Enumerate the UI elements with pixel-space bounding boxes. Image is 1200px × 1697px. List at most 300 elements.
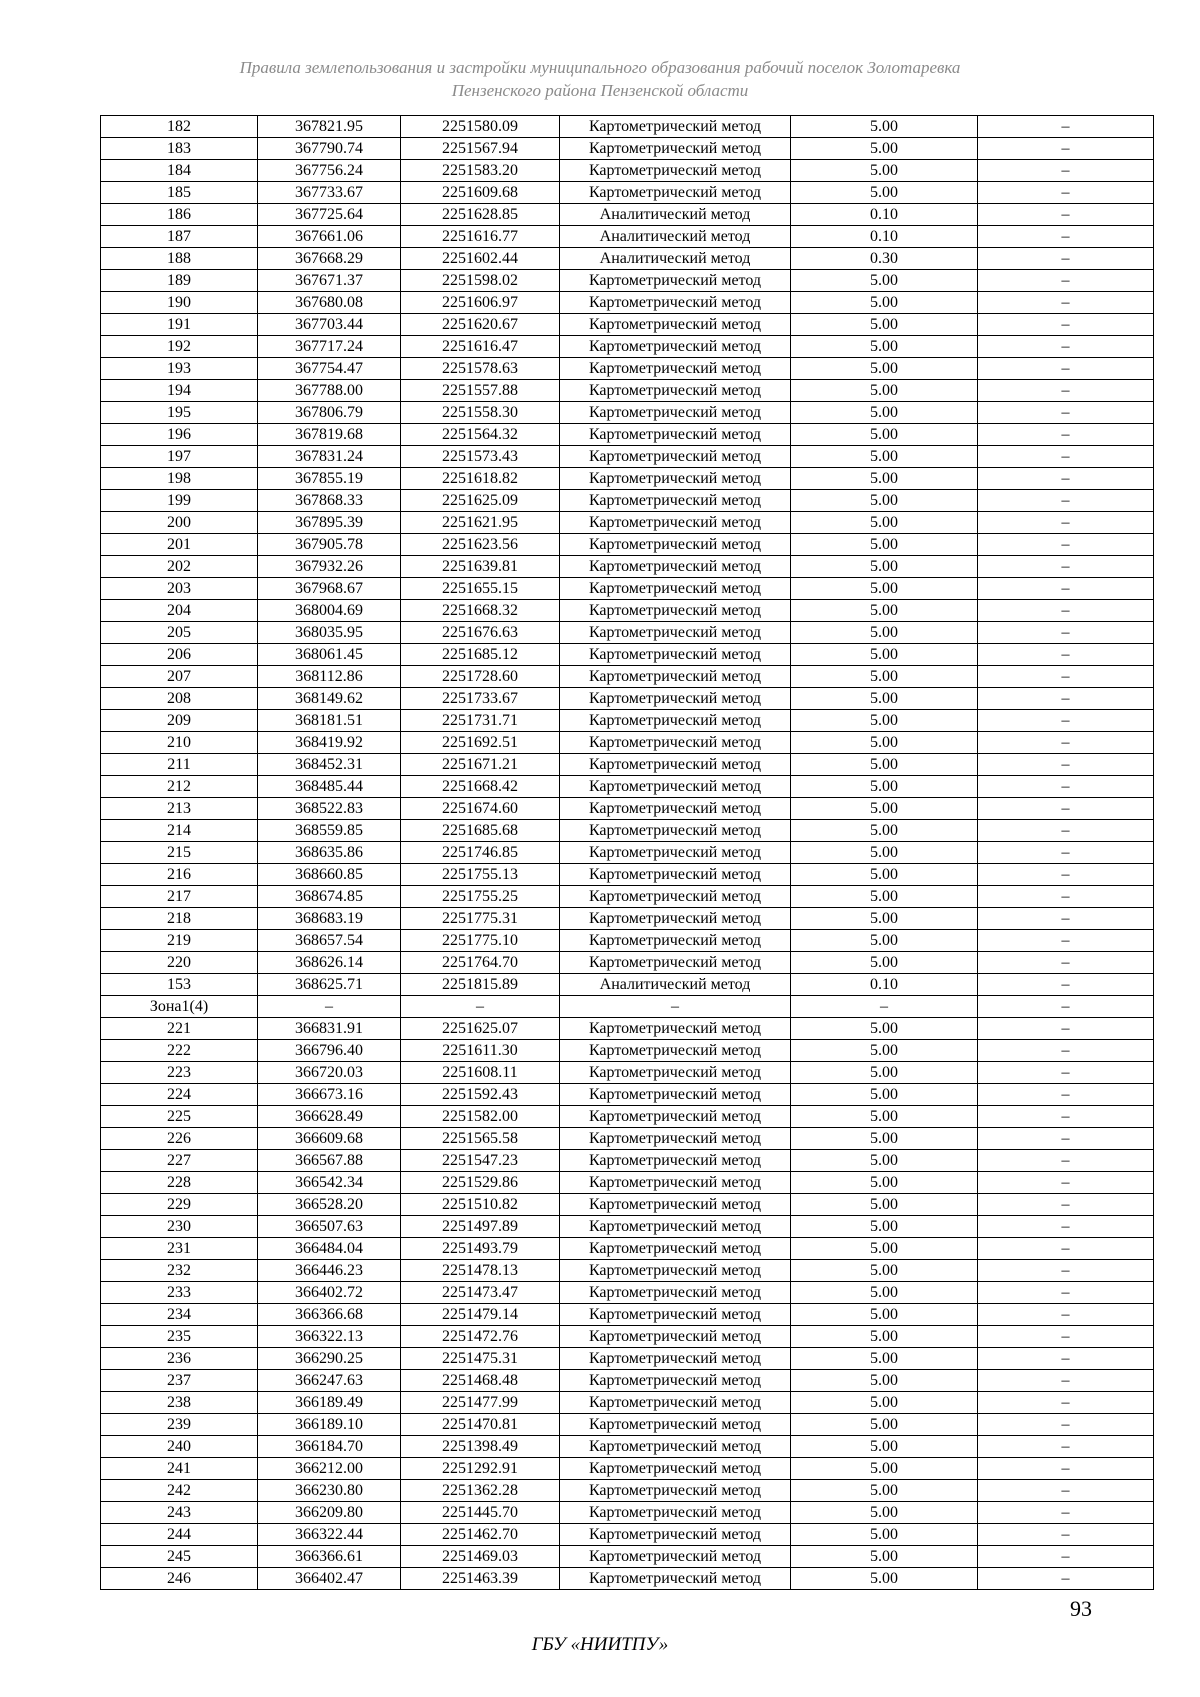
description-cell: – — [978, 886, 1154, 908]
table-row — [101, 1414, 1154, 1436]
x-coordinate-cell: 368674.85 — [258, 886, 401, 908]
table-row — [101, 820, 1154, 842]
accuracy-cell: 5.00 — [791, 908, 978, 930]
table-row — [101, 710, 1154, 732]
y-coordinate-cell: 2251472.76 — [401, 1326, 560, 1348]
method-cell: Картометрический метод — [560, 138, 791, 160]
description-cell: – — [978, 1458, 1154, 1480]
x-coordinate-cell: 367819.68 — [258, 424, 401, 446]
x-coordinate-cell: 367671.37 — [258, 270, 401, 292]
table-row — [101, 556, 1154, 578]
point-number-cell: 182 — [101, 116, 258, 138]
accuracy-cell: 5.00 — [791, 710, 978, 732]
x-coordinate-cell: 366507.63 — [258, 1216, 401, 1238]
y-coordinate-cell: 2251580.09 — [401, 116, 560, 138]
point-number-cell: 190 — [101, 292, 258, 314]
header-line-1: Правила землепользования и застройки муниципального образования рабочий поселок Золотаревка — [239, 58, 961, 77]
point-number-cell: 202 — [101, 556, 258, 578]
accuracy-cell: 5.00 — [791, 512, 978, 534]
point-number-cell: 201 — [101, 534, 258, 556]
point-number-cell: 213 — [101, 798, 258, 820]
method-cell: Картометрический метод — [560, 1392, 791, 1414]
point-number-cell: 236 — [101, 1348, 258, 1370]
description-cell: – — [978, 1282, 1154, 1304]
point-number-cell: 240 — [101, 1436, 258, 1458]
description-cell: – — [978, 820, 1154, 842]
point-number-cell: 242 — [101, 1480, 258, 1502]
y-coordinate-cell: 2251468.48 — [401, 1370, 560, 1392]
accuracy-cell: 5.00 — [791, 930, 978, 952]
x-coordinate-cell: – — [258, 996, 401, 1018]
point-number-cell: 231 — [101, 1238, 258, 1260]
x-coordinate-cell: 368522.83 — [258, 798, 401, 820]
table-row — [101, 116, 1154, 138]
y-coordinate-cell: 2251547.23 — [401, 1150, 560, 1172]
accuracy-cell: 5.00 — [791, 138, 978, 160]
point-number-cell: 232 — [101, 1260, 258, 1282]
description-cell: – — [978, 710, 1154, 732]
accuracy-cell: 5.00 — [791, 1194, 978, 1216]
table-row — [101, 1546, 1154, 1568]
description-cell: – — [978, 622, 1154, 644]
description-cell: – — [978, 336, 1154, 358]
accuracy-cell: 5.00 — [791, 1040, 978, 1062]
y-coordinate-cell: 2251731.71 — [401, 710, 560, 732]
accuracy-cell: 0.10 — [791, 226, 978, 248]
y-coordinate-cell: 2251567.94 — [401, 138, 560, 160]
description-cell: – — [978, 534, 1154, 556]
page-footer: ГБУ «НИИТПУ» — [531, 1634, 669, 1655]
x-coordinate-cell: 367932.26 — [258, 556, 401, 578]
method-cell: Картометрический метод — [560, 1502, 791, 1524]
x-coordinate-cell: 367754.47 — [258, 358, 401, 380]
y-coordinate-cell: 2251609.68 — [401, 182, 560, 204]
table-row — [101, 314, 1154, 336]
y-coordinate-cell: 2251606.97 — [401, 292, 560, 314]
y-coordinate-cell: 2251621.95 — [401, 512, 560, 534]
method-cell: Картометрический метод — [560, 424, 791, 446]
description-cell: – — [978, 424, 1154, 446]
y-coordinate-cell: 2251775.31 — [401, 908, 560, 930]
table-row — [101, 1128, 1154, 1150]
accuracy-cell: 5.00 — [791, 1392, 978, 1414]
x-coordinate-cell: 368181.51 — [258, 710, 401, 732]
table-row — [101, 1458, 1154, 1480]
method-cell: Картометрический метод — [560, 952, 791, 974]
table-row — [101, 380, 1154, 402]
method-cell: Картометрический метод — [560, 1326, 791, 1348]
method-cell: Картометрический метод — [560, 1216, 791, 1238]
x-coordinate-cell: 366366.61 — [258, 1546, 401, 1568]
accuracy-cell: 5.00 — [791, 732, 978, 754]
point-number-cell: 200 — [101, 512, 258, 534]
accuracy-cell: 5.00 — [791, 182, 978, 204]
table-row — [101, 600, 1154, 622]
point-number-cell: 153 — [101, 974, 258, 996]
accuracy-cell: – — [791, 996, 978, 1018]
y-coordinate-cell: 2251529.86 — [401, 1172, 560, 1194]
x-coordinate-cell: 368635.86 — [258, 842, 401, 864]
accuracy-cell: 5.00 — [791, 578, 978, 600]
y-coordinate-cell: 2251557.88 — [401, 380, 560, 402]
table-row — [101, 578, 1154, 600]
x-coordinate-cell: 367661.06 — [258, 226, 401, 248]
description-cell: – — [978, 1370, 1154, 1392]
point-number-cell: 207 — [101, 666, 258, 688]
y-coordinate-cell: 2251616.47 — [401, 336, 560, 358]
y-coordinate-cell: 2251493.79 — [401, 1238, 560, 1260]
method-cell: Картометрический метод — [560, 578, 791, 600]
x-coordinate-cell: 366290.25 — [258, 1348, 401, 1370]
description-cell: – — [978, 556, 1154, 578]
x-coordinate-cell: 367717.24 — [258, 336, 401, 358]
y-coordinate-cell: 2251668.42 — [401, 776, 560, 798]
x-coordinate-cell: 366402.72 — [258, 1282, 401, 1304]
x-coordinate-cell: 368660.85 — [258, 864, 401, 886]
point-number-cell: 197 — [101, 446, 258, 468]
y-coordinate-cell: 2251628.85 — [401, 204, 560, 226]
table-row — [101, 292, 1154, 314]
description-cell: – — [978, 1018, 1154, 1040]
table-row — [101, 1480, 1154, 1502]
method-cell: Картометрический метод — [560, 446, 791, 468]
x-coordinate-cell: 368419.92 — [258, 732, 401, 754]
y-coordinate-cell: 2251625.09 — [401, 490, 560, 512]
accuracy-cell: 5.00 — [791, 1414, 978, 1436]
accuracy-cell: 5.00 — [791, 380, 978, 402]
description-cell: – — [978, 402, 1154, 424]
y-coordinate-cell: 2251620.67 — [401, 314, 560, 336]
accuracy-cell: 5.00 — [791, 1326, 978, 1348]
point-number-cell: 208 — [101, 688, 258, 710]
accuracy-cell: 5.00 — [791, 1084, 978, 1106]
accuracy-cell: 5.00 — [791, 1458, 978, 1480]
x-coordinate-cell: 366567.88 — [258, 1150, 401, 1172]
y-coordinate-cell: 2251625.07 — [401, 1018, 560, 1040]
point-number-cell: 224 — [101, 1084, 258, 1106]
point-number-cell: 238 — [101, 1392, 258, 1414]
table-row — [101, 138, 1154, 160]
method-cell: Картометрический метод — [560, 1304, 791, 1326]
x-coordinate-cell: 368035.95 — [258, 622, 401, 644]
y-coordinate-cell: 2251592.43 — [401, 1084, 560, 1106]
accuracy-cell: 5.00 — [791, 1370, 978, 1392]
x-coordinate-cell: 367968.67 — [258, 578, 401, 600]
y-coordinate-cell: 2251578.63 — [401, 358, 560, 380]
table-row — [101, 512, 1154, 534]
x-coordinate-cell: 368112.86 — [258, 666, 401, 688]
y-coordinate-cell: 2251362.28 — [401, 1480, 560, 1502]
accuracy-cell: 0.10 — [791, 204, 978, 226]
table-row — [101, 204, 1154, 226]
y-coordinate-cell: 2251674.60 — [401, 798, 560, 820]
y-coordinate-cell: 2251602.44 — [401, 248, 560, 270]
y-coordinate-cell: 2251497.89 — [401, 1216, 560, 1238]
accuracy-cell: 5.00 — [791, 534, 978, 556]
method-cell: Картометрический метод — [560, 1150, 791, 1172]
x-coordinate-cell: 367831.24 — [258, 446, 401, 468]
y-coordinate-cell: 2251445.70 — [401, 1502, 560, 1524]
point-number-cell: 185 — [101, 182, 258, 204]
table-row — [101, 798, 1154, 820]
table-row — [101, 1370, 1154, 1392]
method-cell: Картометрический метод — [560, 556, 791, 578]
y-coordinate-cell: 2251655.15 — [401, 578, 560, 600]
x-coordinate-cell: 367895.39 — [258, 512, 401, 534]
method-cell: – — [560, 996, 791, 1018]
table-row — [101, 1084, 1154, 1106]
point-number-cell: 186 — [101, 204, 258, 226]
description-cell: – — [978, 380, 1154, 402]
point-number-cell: 199 — [101, 490, 258, 512]
table-row — [101, 446, 1154, 468]
description-cell: – — [978, 1546, 1154, 1568]
x-coordinate-cell: 367855.19 — [258, 468, 401, 490]
y-coordinate-cell: 2251479.14 — [401, 1304, 560, 1326]
table-row — [101, 754, 1154, 776]
accuracy-cell: 5.00 — [791, 1480, 978, 1502]
description-cell: – — [978, 1062, 1154, 1084]
point-number-cell: 187 — [101, 226, 258, 248]
table-row — [101, 1238, 1154, 1260]
description-cell: – — [978, 226, 1154, 248]
table-row — [101, 1216, 1154, 1238]
y-coordinate-cell: 2251292.91 — [401, 1458, 560, 1480]
y-coordinate-cell: – — [401, 996, 560, 1018]
description-cell: – — [978, 1348, 1154, 1370]
method-cell: Картометрический метод — [560, 160, 791, 182]
y-coordinate-cell: 2251510.82 — [401, 1194, 560, 1216]
description-cell: – — [978, 688, 1154, 710]
description-cell: – — [978, 1128, 1154, 1150]
accuracy-cell: 5.00 — [791, 886, 978, 908]
method-cell: Картометрический метод — [560, 644, 791, 666]
description-cell: – — [978, 1238, 1154, 1260]
description-cell: – — [978, 798, 1154, 820]
method-cell: Картометрический метод — [560, 732, 791, 754]
point-number-cell: 218 — [101, 908, 258, 930]
accuracy-cell: 5.00 — [791, 622, 978, 644]
method-cell: Картометрический метод — [560, 1260, 791, 1282]
x-coordinate-cell: 368004.69 — [258, 600, 401, 622]
x-coordinate-cell: 368061.45 — [258, 644, 401, 666]
method-cell: Картометрический метод — [560, 886, 791, 908]
point-number-cell: 203 — [101, 578, 258, 600]
method-cell: Картометрический метод — [560, 1414, 791, 1436]
description-cell: – — [978, 138, 1154, 160]
point-number-cell: 214 — [101, 820, 258, 842]
method-cell: Аналитический метод — [560, 248, 791, 270]
description-cell: – — [978, 666, 1154, 688]
y-coordinate-cell: 2251616.77 — [401, 226, 560, 248]
accuracy-cell: 5.00 — [791, 490, 978, 512]
point-number-cell: 212 — [101, 776, 258, 798]
method-cell: Картометрический метод — [560, 710, 791, 732]
point-number-cell: 184 — [101, 160, 258, 182]
method-cell: Картометрический метод — [560, 1282, 791, 1304]
table-row — [101, 1502, 1154, 1524]
table-row — [101, 1040, 1154, 1062]
accuracy-cell: 5.00 — [791, 336, 978, 358]
point-number-cell: 206 — [101, 644, 258, 666]
description-cell: – — [978, 1084, 1154, 1106]
method-cell: Картометрический метод — [560, 754, 791, 776]
method-cell: Картометрический метод — [560, 1436, 791, 1458]
description-cell: – — [978, 182, 1154, 204]
x-coordinate-cell: 366609.68 — [258, 1128, 401, 1150]
table-row — [101, 1194, 1154, 1216]
point-number-cell: 191 — [101, 314, 258, 336]
y-coordinate-cell: 2251685.68 — [401, 820, 560, 842]
point-number-cell: 220 — [101, 952, 258, 974]
accuracy-cell: 5.00 — [791, 402, 978, 424]
method-cell: Аналитический метод — [560, 226, 791, 248]
accuracy-cell: 5.00 — [791, 1106, 978, 1128]
point-number-cell: 216 — [101, 864, 258, 886]
page-header — [0, 56, 1200, 102]
accuracy-cell: 5.00 — [791, 1502, 978, 1524]
method-cell: Картометрический метод — [560, 292, 791, 314]
description-cell: – — [978, 1260, 1154, 1282]
table-row — [101, 490, 1154, 512]
accuracy-cell: 5.00 — [791, 1238, 978, 1260]
accuracy-cell: 5.00 — [791, 1568, 978, 1590]
x-coordinate-cell: 367868.33 — [258, 490, 401, 512]
table-row — [101, 1260, 1154, 1282]
point-number-cell: 243 — [101, 1502, 258, 1524]
accuracy-cell: 5.00 — [791, 1348, 978, 1370]
method-cell: Картометрический метод — [560, 864, 791, 886]
table-row — [101, 666, 1154, 688]
x-coordinate-cell: 366402.47 — [258, 1568, 401, 1590]
table-row — [101, 1106, 1154, 1128]
description-cell: – — [978, 644, 1154, 666]
table-row — [101, 864, 1154, 886]
method-cell: Картометрический метод — [560, 402, 791, 424]
y-coordinate-cell: 2251764.70 — [401, 952, 560, 974]
table-row — [101, 1348, 1154, 1370]
table-row — [101, 402, 1154, 424]
y-coordinate-cell: 2251685.12 — [401, 644, 560, 666]
accuracy-cell: 5.00 — [791, 1260, 978, 1282]
x-coordinate-cell: 366831.91 — [258, 1018, 401, 1040]
method-cell: Аналитический метод — [560, 204, 791, 226]
point-number-cell: 198 — [101, 468, 258, 490]
method-cell: Картометрический метод — [560, 358, 791, 380]
x-coordinate-cell: 366189.10 — [258, 1414, 401, 1436]
x-coordinate-cell: 366189.49 — [258, 1392, 401, 1414]
y-coordinate-cell: 2251564.32 — [401, 424, 560, 446]
accuracy-cell: 5.00 — [791, 644, 978, 666]
method-cell: Картометрический метод — [560, 1348, 791, 1370]
method-cell: Картометрический метод — [560, 798, 791, 820]
method-cell: Картометрический метод — [560, 1568, 791, 1590]
description-cell: – — [978, 1194, 1154, 1216]
y-coordinate-cell: 2251565.58 — [401, 1128, 560, 1150]
method-cell: Картометрический метод — [560, 1458, 791, 1480]
point-number-cell: 244 — [101, 1524, 258, 1546]
x-coordinate-cell: 367821.95 — [258, 116, 401, 138]
description-cell: – — [978, 1524, 1154, 1546]
x-coordinate-cell: 368657.54 — [258, 930, 401, 952]
method-cell: Картометрический метод — [560, 1370, 791, 1392]
point-number-cell: 237 — [101, 1370, 258, 1392]
description-cell: – — [978, 270, 1154, 292]
y-coordinate-cell: 2251815.89 — [401, 974, 560, 996]
method-cell: Картометрический метод — [560, 1480, 791, 1502]
description-cell: – — [978, 776, 1154, 798]
x-coordinate-cell: 368626.14 — [258, 952, 401, 974]
description-cell: – — [978, 160, 1154, 182]
table-row — [101, 1436, 1154, 1458]
y-coordinate-cell: 2251728.60 — [401, 666, 560, 688]
y-coordinate-cell: 2251473.47 — [401, 1282, 560, 1304]
accuracy-cell: 0.10 — [791, 974, 978, 996]
description-cell: – — [978, 1216, 1154, 1238]
y-coordinate-cell: 2251462.70 — [401, 1524, 560, 1546]
point-number-cell: 233 — [101, 1282, 258, 1304]
x-coordinate-cell: 366209.80 — [258, 1502, 401, 1524]
point-number-cell: 225 — [101, 1106, 258, 1128]
x-coordinate-cell: 366322.44 — [258, 1524, 401, 1546]
accuracy-cell: 5.00 — [791, 820, 978, 842]
description-cell: – — [978, 1304, 1154, 1326]
table-row — [101, 952, 1154, 974]
point-number-cell: 193 — [101, 358, 258, 380]
point-number-cell: 195 — [101, 402, 258, 424]
page-number: 93 — [1070, 1596, 1092, 1621]
accuracy-cell: 5.00 — [791, 1018, 978, 1040]
table-row — [101, 1392, 1154, 1414]
x-coordinate-cell: 366528.20 — [258, 1194, 401, 1216]
method-cell: Картометрический метод — [560, 908, 791, 930]
accuracy-cell: 5.00 — [791, 468, 978, 490]
point-number-cell: 241 — [101, 1458, 258, 1480]
method-cell: Картометрический метод — [560, 600, 791, 622]
accuracy-cell: 5.00 — [791, 556, 978, 578]
description-cell: – — [978, 358, 1154, 380]
table-row — [101, 534, 1154, 556]
description-cell: – — [978, 1106, 1154, 1128]
method-cell: Картометрический метод — [560, 1546, 791, 1568]
point-number-cell: 192 — [101, 336, 258, 358]
table-row — [101, 1326, 1154, 1348]
y-coordinate-cell: 2251775.10 — [401, 930, 560, 952]
point-number-cell: 235 — [101, 1326, 258, 1348]
x-coordinate-cell: 366184.70 — [258, 1436, 401, 1458]
method-cell: Картометрический метод — [560, 534, 791, 556]
accuracy-cell: 5.00 — [791, 1304, 978, 1326]
accuracy-cell: 5.00 — [791, 952, 978, 974]
accuracy-cell: 5.00 — [791, 776, 978, 798]
accuracy-cell: 5.00 — [791, 358, 978, 380]
accuracy-cell: 5.00 — [791, 1524, 978, 1546]
point-number-cell: Зона1(4) — [101, 996, 258, 1018]
y-coordinate-cell: 2251623.56 — [401, 534, 560, 556]
table-row — [101, 468, 1154, 490]
method-cell: Картометрический метод — [560, 314, 791, 336]
x-coordinate-cell: 366484.04 — [258, 1238, 401, 1260]
method-cell: Картометрический метод — [560, 842, 791, 864]
accuracy-cell: 5.00 — [791, 1172, 978, 1194]
point-number-cell: 229 — [101, 1194, 258, 1216]
table-row — [101, 248, 1154, 270]
method-cell: Картометрический метод — [560, 776, 791, 798]
description-cell: – — [978, 930, 1154, 952]
x-coordinate-cell: 367725.64 — [258, 204, 401, 226]
x-coordinate-cell: 366673.16 — [258, 1084, 401, 1106]
description-cell: – — [978, 1568, 1154, 1590]
